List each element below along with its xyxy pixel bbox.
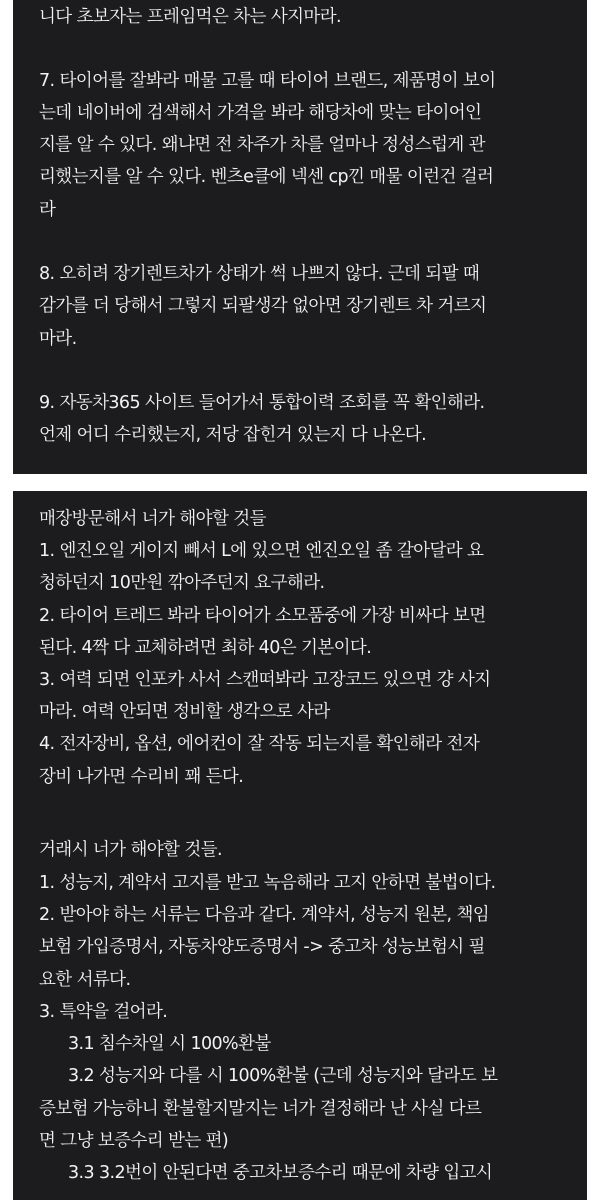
text-line: 4. 전자장비, 옵션, 에어컨이 잘 작동 되는지를 확인해라 전자 <box>39 734 480 754</box>
text-line: 증보험 가능하니 환불할지말지는 너가 결정해라 난 사실 다르 <box>39 1099 482 1119</box>
text-line: 니다 초보자는 프레임먹은 차는 사지마라. <box>39 7 341 27</box>
text-line: 된다. 4짝 다 교체하려면 최하 40은 기본이다. <box>39 638 372 658</box>
text-line: 요한 서류다. <box>39 970 131 990</box>
text-line: 3.3 3.2번이 안된다면 중고차보증수리 때문에 차량 입고시 <box>68 1163 493 1183</box>
text-line: 거래시 너가 해야할 것들. <box>39 840 222 860</box>
text-line: 언제 어디 수리했는지, 저당 잡힌거 있는지 다 나온다. <box>39 425 427 445</box>
text-line: 3.2 성능지와 다를 시 100%환불 (근데 성능지와 달라도 보 <box>68 1066 498 1086</box>
text-line: 3. 여력 되면 인포카 사서 스캔떠봐라 고장코드 있으면 걍 사지 <box>39 670 491 690</box>
text-line: 매장방문해서 너가 해야할 것들 <box>39 509 266 529</box>
text-line: 8. 오히려 장기렌트차가 상태가 썩 나쁘지 않다. 근데 되팔 때 <box>39 264 480 284</box>
text-line: 는데 네이버에 검색해서 가격을 봐라 해당차에 맞는 타이어인 <box>39 103 482 123</box>
text-line: 1. 성능지, 계약서 고지를 받고 녹음해라 고지 안하면 불법이다. <box>39 873 496 893</box>
text-line: 1. 엔진오일 게이지 빼서 L에 있으면 엔진오일 좀 갈아달라 요 <box>39 541 484 561</box>
text-line: 9. 자동차365 사이트 들어가서 통합이력 조회를 꼭 확인해라. <box>39 393 485 413</box>
text-line: 리했는지를 알 수 있다. 벤츠e클에 넥센 cp낀 매물 이런건 걸러 <box>39 167 494 187</box>
text-line: 2. 타이어 트레드 봐라 타이어가 소모품중에 가장 비싸다 보면 <box>39 606 486 626</box>
text-line: 감가를 더 당해서 그렇지 되팔생각 없아면 장기렌트 차 거르지 <box>39 296 487 316</box>
text-line: 청하던지 10만원 깎아주던지 요구해라. <box>39 573 325 593</box>
text-line: 면 그냥 보증수리 받는 편) <box>39 1131 229 1151</box>
text-line: 7. 타이어를 잘봐라 매물 고를 때 타이어 브랜드, 제품명이 보이 <box>39 71 496 91</box>
text-line: 보험 가입증명서, 자동차양도증명서 -> 중고차 성능보험시 필 <box>39 937 485 957</box>
text-panel-top <box>13 0 587 474</box>
text-panel-bottom <box>13 491 587 1200</box>
text-line: 3. 특약을 걸어라. <box>39 1002 168 1022</box>
text-line: 장비 나가면 수리비 꽤 든다. <box>39 767 244 787</box>
text-line: 2. 받아야 하는 서류는 다음과 같다. 계약서, 성능지 원본, 책임 <box>39 905 490 925</box>
text-line: 마라. <box>39 329 77 349</box>
text-line: 지를 알 수 있다. 왜냐면 전 차주가 차를 얼마나 정성스럽게 관 <box>39 135 485 155</box>
text-line: 라 <box>39 200 56 220</box>
text-line: 3.1 침수차일 시 100%환불 <box>68 1034 271 1054</box>
text-line: 마라. 여력 안되면 정비할 생각으로 사라 <box>39 702 330 722</box>
